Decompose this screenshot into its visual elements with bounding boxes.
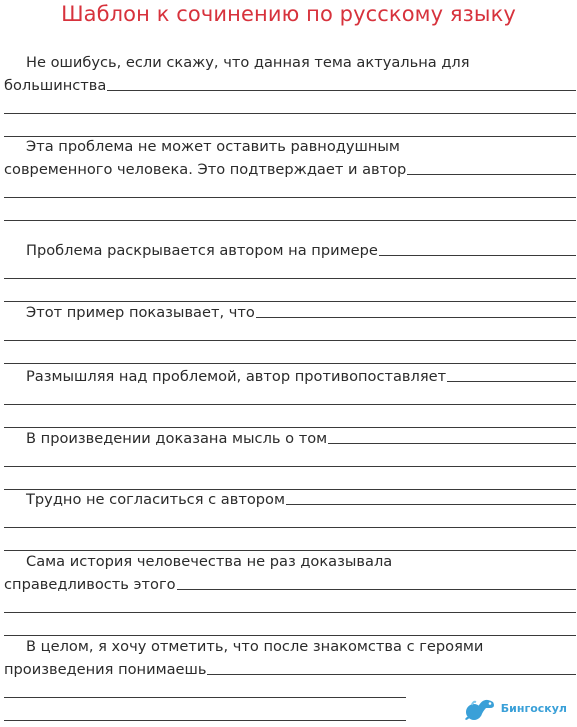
prompt-line [4,50,576,73]
answer-line[interactable] [4,595,576,618]
section-5 [4,364,576,433]
prompt-text: Эта проблема не может оставить равнодушным [26,138,400,155]
answer-line[interactable] [207,673,576,675]
prompt-text: большинства [4,77,107,94]
prompt-text: Трудно не согласиться с автором [26,491,285,508]
page-title: Шаблон к сочинению по русскому языку [61,2,516,26]
answer-line[interactable] [4,449,576,472]
prompt-text: Не ошибусь, если скажу, что данная тема актуальна для [26,54,470,71]
answer-line[interactable] [4,261,576,284]
section-2 [4,134,576,226]
prompt-text: произведения понимаешь [4,661,207,678]
dinosaur-logo-icon [464,695,498,721]
answer-line[interactable] [447,380,576,382]
prompt-line [4,238,576,261]
prompt-line [4,487,576,510]
answer-line[interactable] [4,387,576,410]
answer-line[interactable] [4,203,576,226]
brand-name: Бингоскул [500,701,567,715]
prompt-line [4,426,576,449]
prompt-text: Проблема раскрывается автором на примере [26,242,378,259]
section-3 [4,238,576,307]
brand-logo [462,693,571,723]
answer-line[interactable] [286,503,576,505]
section-6 [4,426,576,495]
prompt-line [4,549,576,572]
prompt-line [4,73,576,96]
prompt-text: В произведении доказана мысль о том [26,430,328,447]
section-7 [4,487,576,556]
prompt-line [4,300,576,323]
answer-line[interactable] [4,96,576,119]
prompt-line [4,572,576,595]
answer-line[interactable] [379,254,576,256]
prompt-line [4,657,576,680]
prompt-text: справедливость этого [4,576,176,593]
prompt-text: Этот пример показывает, что [26,304,255,321]
prompt-line [4,364,576,387]
answer-line[interactable] [4,510,576,533]
prompt-text: Сама история человечества не раз доказывала [26,553,393,570]
section-4 [4,300,576,369]
prompt-text: современного человека. Это подтверждает и автор [4,161,407,178]
answer-line[interactable] [4,323,576,346]
answer-line[interactable] [256,316,576,318]
prompt-line [4,134,576,157]
answer-line[interactable] [328,442,576,444]
answer-line[interactable] [407,173,576,175]
prompt-text: Размышляя над проблемой, автор противопоставляет [26,368,447,385]
answer-line[interactable] [107,89,576,91]
answer-line[interactable] [4,180,576,203]
prompt-line [4,157,576,180]
section-1 [4,50,576,142]
prompt-text: В целом, я хочу отметить, что после знакомства с героями [26,638,484,655]
prompt-line [4,634,576,657]
section-8 [4,549,576,641]
answer-line[interactable] [177,588,576,590]
